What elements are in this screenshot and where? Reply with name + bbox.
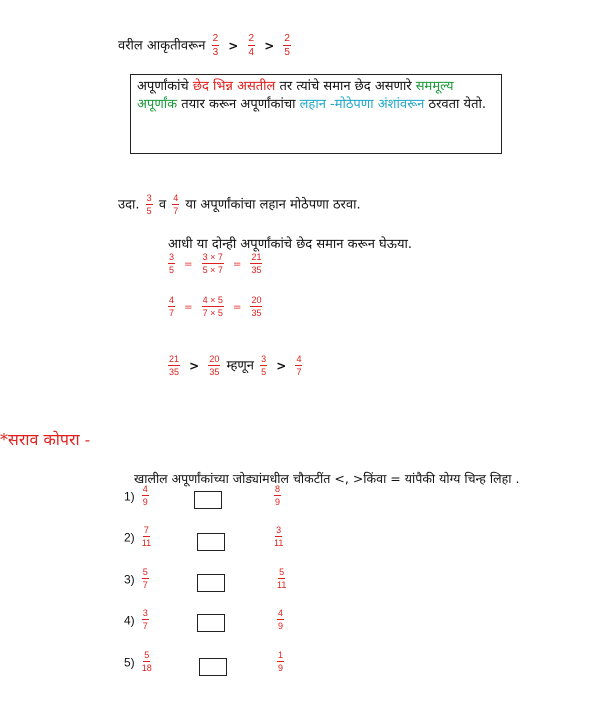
greater-than-sign: >: [228, 38, 239, 53]
connector: व: [158, 197, 167, 213]
answer-box[interactable]: [197, 614, 225, 632]
list-item-right: [272, 485, 283, 507]
equation-2: [166, 296, 264, 318]
fraction: $\frac{20}{35}$: [251, 295, 262, 318]
fraction: $\frac{5}{18}$: [141, 650, 152, 673]
fraction: $\frac{4}{9}$: [142, 484, 148, 507]
list-item: [124, 651, 154, 673]
compare-line: [118, 34, 293, 58]
fraction: $\frac{3}{7}$: [142, 608, 148, 631]
practice-instruction: खालील अपूर्णांकांच्या जोड्यांमधील चौकटींत <, >किंवा = यांपैकी योग्य चिन्ह लिहा .: [134, 471, 520, 486]
therefore-word: म्हणून: [226, 358, 254, 374]
fraction: $\frac{3}{5}$: [146, 193, 152, 216]
fraction: $\frac{3}{5}$: [169, 252, 175, 275]
answer-box[interactable]: [199, 658, 227, 676]
conclusion-line: [166, 355, 304, 377]
list-item: [124, 485, 151, 507]
fraction: $\frac{4}{7}$: [169, 295, 175, 318]
fraction: $\frac{4}{9}$: [278, 608, 284, 631]
list-item-right: [272, 526, 285, 548]
rule-note-box: अपूर्णांकांचे छेद भिन्न असतील तर त्यांचे समान छेद असणारे सममूल्य अपूर्णांक तयार करून अपूर्णांकांचा लहान -मोठेपणा अंशांवरून ठरवता येतो.: [130, 74, 502, 154]
equals-sign: =: [232, 258, 242, 270]
fraction: $\frac{3}{5}$: [261, 354, 267, 377]
practice-heading: *सराव कोपरा -: [0, 430, 91, 449]
fraction: $\frac{7}{11}$: [141, 525, 152, 548]
item-number: 3): [124, 572, 135, 587]
fraction: $\frac{21}{35}$: [169, 354, 180, 377]
fraction: $\frac{1}{9}$: [278, 650, 284, 673]
fraction: $\frac{20}{35}$: [209, 354, 220, 377]
fraction: $\frac{2}{4}$: [248, 33, 255, 58]
list-item: [124, 568, 151, 590]
answer-box[interactable]: [197, 574, 225, 592]
fraction: $\frac{3}{11}$: [274, 525, 284, 548]
greater-than-sign: >: [276, 358, 287, 373]
example-prefix: उदा.: [118, 197, 140, 213]
answer-box[interactable]: [194, 491, 222, 509]
compare-prefix: वरील आकृतीवरून: [118, 38, 206, 54]
greater-than-sign: >: [189, 358, 200, 373]
fraction: $\frac{3 \times 7}{5 \times 7}$: [202, 252, 223, 275]
example-line: [118, 194, 361, 216]
fraction: $\frac{5}{11}$: [277, 567, 287, 590]
fraction: $\frac{4}{7}$: [296, 354, 302, 377]
fraction: $\frac{8}{9}$: [275, 484, 281, 507]
list-item: [124, 526, 153, 548]
fraction: $\frac{2}{3}$: [212, 33, 219, 58]
fraction: $\frac{2}{5}$: [284, 33, 290, 58]
fraction: $\frac{21}{35}$: [251, 252, 262, 275]
equation-1: [166, 253, 264, 275]
list-item-right: [275, 609, 286, 631]
fraction: $\frac{5}{7}$: [142, 567, 148, 590]
item-number: 2): [124, 530, 135, 545]
item-number: 1): [124, 489, 135, 504]
item-number: 4): [124, 613, 135, 628]
step-text: आधी या दोन्ही अपूर्णांकांचे छेद समान करून घेऊया.: [168, 237, 412, 252]
item-number: 5): [124, 655, 135, 670]
answer-box[interactable]: [197, 533, 225, 551]
fraction: $\frac{4 \times 5}{7 \times 5}$: [202, 295, 223, 318]
fraction: $\frac{4}{7}$: [173, 193, 179, 216]
list-item-right: [275, 568, 288, 590]
equals-sign: =: [232, 301, 242, 313]
list-item-right: [275, 651, 286, 673]
list-item: [124, 609, 151, 631]
example-question: या अपूर्णांकांचा लहान मोठेपणा ठरवा.: [185, 197, 361, 213]
equals-sign: =: [184, 301, 193, 313]
equals-sign: =: [184, 258, 193, 270]
greater-than-sign: >: [264, 38, 275, 53]
